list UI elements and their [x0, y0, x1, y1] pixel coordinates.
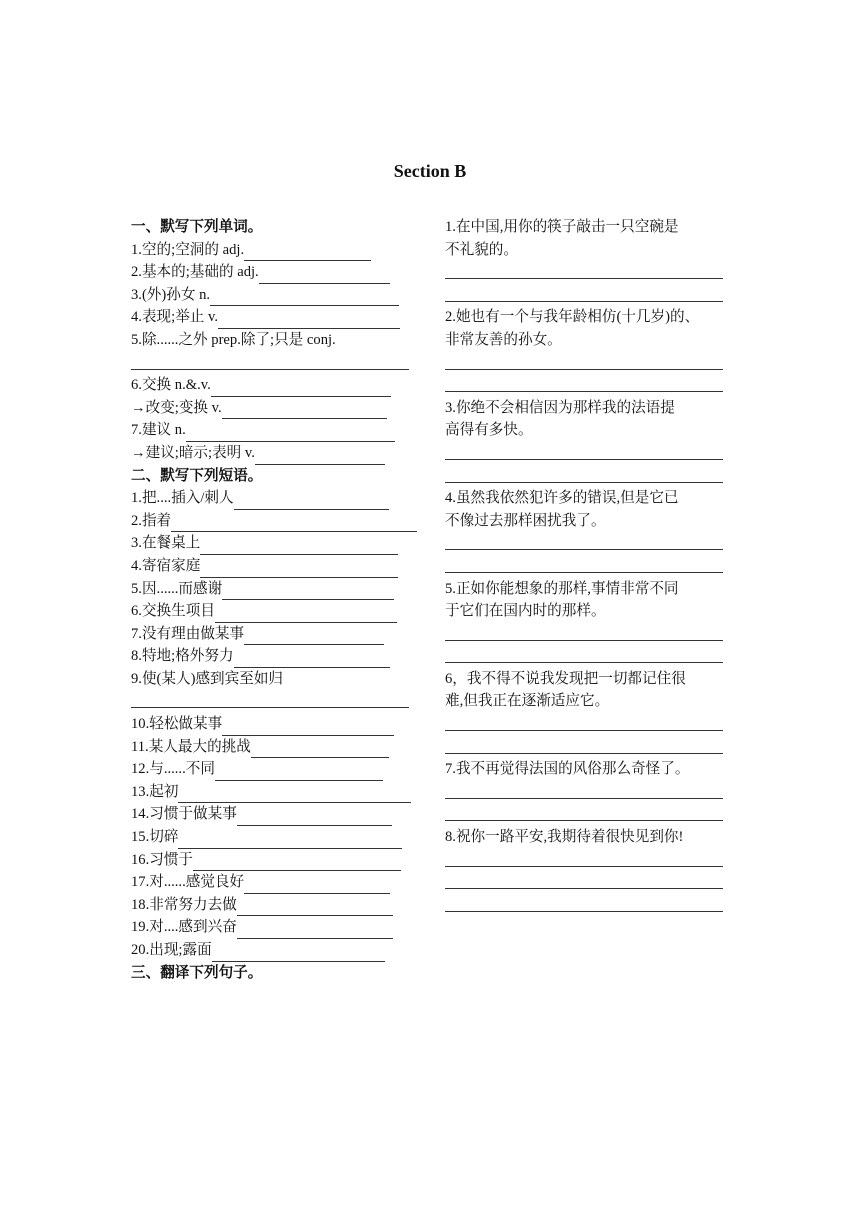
- answer-line: [445, 532, 745, 555]
- phrase-prompt: 3.在餐桌上: [131, 535, 201, 552]
- answer-blank[interactable]: [445, 352, 723, 370]
- word-item: [131, 261, 421, 284]
- word-item: [131, 442, 421, 465]
- word-prompt: 3.(外)孙女 n.: [131, 286, 211, 303]
- phrase-prompt: 19.对....感到兴奋: [131, 919, 237, 936]
- answer-blank[interactable]: [178, 833, 402, 849]
- phrase-prompt: 16.习惯于: [131, 851, 194, 868]
- word-item: [131, 284, 421, 307]
- sentence-prompt: 难,但我正在逐渐适应它。: [445, 693, 610, 710]
- answer-blank[interactable]: [210, 290, 399, 306]
- phrase-item: [131, 487, 421, 510]
- answer-blank[interactable]: [255, 449, 385, 465]
- phrase-item-continuation: [131, 690, 421, 713]
- answer-line: [445, 803, 745, 826]
- phrase-item: [131, 758, 421, 781]
- answer-blank[interactable]: [237, 923, 393, 939]
- answer-blank[interactable]: [218, 313, 400, 329]
- phrase-prompt: 7.没有理由做某事: [131, 625, 245, 642]
- answer-line: [445, 645, 745, 668]
- answer-blank[interactable]: [445, 623, 723, 641]
- word-item: [131, 374, 421, 397]
- word-prompt: 4.表现;举止 v.: [131, 309, 219, 326]
- sentence-prompt: 不礼貌的。: [445, 241, 518, 258]
- phrase-prompt: 17.对......感觉良好: [131, 874, 245, 891]
- answer-blank[interactable]: [445, 555, 723, 573]
- phrase-item: [131, 894, 421, 917]
- sentence-prompt: 6，我不得不说我发现把一切都记住很: [445, 670, 686, 687]
- phrase-prompt: 8.特地;格外努力: [131, 648, 234, 665]
- answer-line: [445, 374, 745, 397]
- answer-blank[interactable]: [171, 516, 417, 532]
- sentence-prompt: 3.你绝不会相信因为那样我的法语提: [445, 399, 675, 416]
- sentence-prompt: 于它们在国内时的那样。: [445, 603, 606, 620]
- answer-blank[interactable]: [445, 284, 723, 302]
- sentence-prompt: 7.我不再觉得法国的风俗那么奇怪了。: [445, 761, 690, 778]
- sentence-prompt: 非常友善的孙女。: [445, 331, 562, 348]
- answer-blank[interactable]: [445, 261, 723, 279]
- phrase-item: [131, 736, 421, 759]
- sentence-prompt: 不像过去那样困扰我了。: [445, 512, 606, 529]
- answer-blank[interactable]: [131, 352, 409, 370]
- phrase-prompt: 12.与......不同: [131, 761, 215, 778]
- phrase-item: [131, 578, 421, 601]
- answer-blank[interactable]: [244, 878, 390, 894]
- phrase-item: [131, 623, 421, 646]
- word-prompt: 1.空的;空洞的 adj.: [131, 241, 245, 258]
- phrase-prompt: 18.非常努力去做: [131, 896, 237, 913]
- sentence-prompt: 2.她也有一个与我年龄相仿(十几岁)的、: [445, 309, 700, 326]
- phrase-item: [131, 916, 421, 939]
- answer-line: [445, 713, 745, 736]
- phrase-prompt: 2.指着: [131, 512, 172, 529]
- answer-line: [445, 781, 745, 804]
- answer-line: [445, 352, 745, 375]
- phrase-item: [131, 849, 421, 872]
- answer-blank[interactable]: [244, 629, 384, 645]
- phrase-prompt: 6.交换生项目: [131, 603, 215, 620]
- answer-blank[interactable]: [237, 900, 393, 916]
- answer-line: [445, 894, 745, 917]
- section-heading-words: 一、默写下列单词。: [131, 219, 263, 235]
- answer-line: [445, 623, 745, 646]
- word-item: [131, 419, 421, 442]
- answer-blank[interactable]: [445, 849, 723, 867]
- word-item: [131, 397, 421, 420]
- answer-blank[interactable]: [215, 765, 383, 781]
- phrase-item: [131, 871, 421, 894]
- word-prompt: 7.建议 n.: [131, 422, 186, 439]
- answer-blank[interactable]: [445, 781, 723, 799]
- phrase-item: [131, 939, 421, 962]
- answer-blank[interactable]: [251, 742, 389, 758]
- sentence-prompt: 1.在中国,用你的筷子敲击一只空碗是: [445, 219, 679, 235]
- answer-blank[interactable]: [234, 494, 389, 510]
- phrase-prompt: 20.出现;露面: [131, 942, 212, 958]
- answer-blank[interactable]: [237, 810, 392, 826]
- answer-blank[interactable]: [259, 268, 390, 284]
- phrase-prompt: 13.起初: [131, 783, 179, 800]
- phrase-item: [131, 713, 421, 736]
- right-column: [445, 216, 745, 916]
- sentence-prompt: 8.祝你一路平安,我期待着很快见到你!: [445, 829, 684, 846]
- phrase-item: [131, 826, 421, 849]
- phrase-prompt: 14.习惯于做某事: [131, 806, 237, 823]
- answer-blank[interactable]: [200, 539, 398, 555]
- phrase-prompt: 11.某人最大的挑战: [131, 738, 251, 755]
- answer-blank[interactable]: [445, 374, 723, 392]
- answer-line: [445, 871, 745, 894]
- section-heading-phrases: 二、默写下列短语。: [131, 467, 263, 484]
- phrase-item: [131, 781, 421, 804]
- answer-blank[interactable]: [445, 803, 723, 821]
- answer-blank[interactable]: [211, 381, 391, 397]
- word-prompt: 2.基本的;基础的 adj.: [131, 264, 259, 281]
- section-heading-translate: 三、翻译下列句子。: [131, 964, 263, 981]
- word-item: [131, 329, 421, 352]
- answer-blank[interactable]: [200, 562, 398, 578]
- phrase-prompt: 1.把....插入/刺人: [131, 490, 234, 507]
- answer-blank[interactable]: [445, 532, 723, 550]
- word-item: [131, 239, 421, 262]
- word-prompt: 6.交换 n.&.v.: [131, 377, 211, 394]
- phrase-prompt: 5.因......而感谢: [131, 580, 223, 597]
- phrase-item: [131, 803, 421, 826]
- phrase-prompt: 9.使(某人)感到宾至如归: [131, 670, 284, 687]
- answer-blank[interactable]: [445, 894, 723, 912]
- answer-blank[interactable]: [234, 652, 390, 668]
- answer-blank[interactable]: [222, 403, 387, 419]
- answer-line: [445, 555, 745, 578]
- phrase-prompt: 15.切碎: [131, 829, 179, 846]
- phrase-item: [131, 510, 421, 533]
- phrase-item: [131, 600, 421, 623]
- phrase-item: [131, 532, 421, 555]
- phrase-prompt: 10.轻松做某事: [131, 716, 223, 733]
- phrase-prompt: 4.寄宿家庭: [131, 557, 201, 574]
- left-column: [131, 216, 421, 984]
- answer-blank[interactable]: [445, 645, 723, 663]
- phrase-item: [131, 668, 421, 691]
- answer-blank[interactable]: [222, 720, 394, 736]
- answer-blank[interactable]: [445, 465, 723, 483]
- word-prompt: 5.除......之外 prep.除了;只是 conj.: [131, 331, 336, 348]
- answer-blank[interactable]: [186, 426, 395, 442]
- answer-blank[interactable]: [445, 442, 723, 460]
- answer-blank[interactable]: [131, 690, 409, 708]
- answer-blank[interactable]: [445, 871, 723, 889]
- answer-blank[interactable]: [445, 713, 723, 731]
- phrase-item: [131, 645, 421, 668]
- word-item: [131, 306, 421, 329]
- answer-blank[interactable]: [445, 736, 723, 754]
- word-prompt: →改变;变换 v.: [131, 399, 222, 416]
- sentence-prompt: 5.正如你能想象的那样,事情非常不同: [445, 580, 679, 597]
- answer-line: [445, 261, 745, 284]
- answer-line: [445, 465, 745, 488]
- phrase-item: [131, 555, 421, 578]
- answer-blank[interactable]: [178, 787, 411, 803]
- answer-line: [445, 849, 745, 872]
- answer-line: [445, 736, 745, 759]
- page-title: Section B: [393, 161, 467, 181]
- answer-blank[interactable]: [222, 584, 394, 600]
- word-item-continuation: [131, 352, 421, 375]
- answer-line: [445, 442, 745, 465]
- answer-blank[interactable]: [244, 245, 371, 261]
- answer-blank[interactable]: [215, 607, 397, 623]
- answer-line: [445, 284, 745, 307]
- sentence-prompt: 高得有多快。: [445, 422, 533, 439]
- sentence-prompt: 4.虽然我依然犯许多的错误,但是它已: [445, 490, 679, 507]
- answer-blank[interactable]: [193, 855, 401, 871]
- answer-blank[interactable]: [212, 946, 385, 962]
- word-prompt: →建议;暗示;表明 v.: [131, 444, 255, 461]
